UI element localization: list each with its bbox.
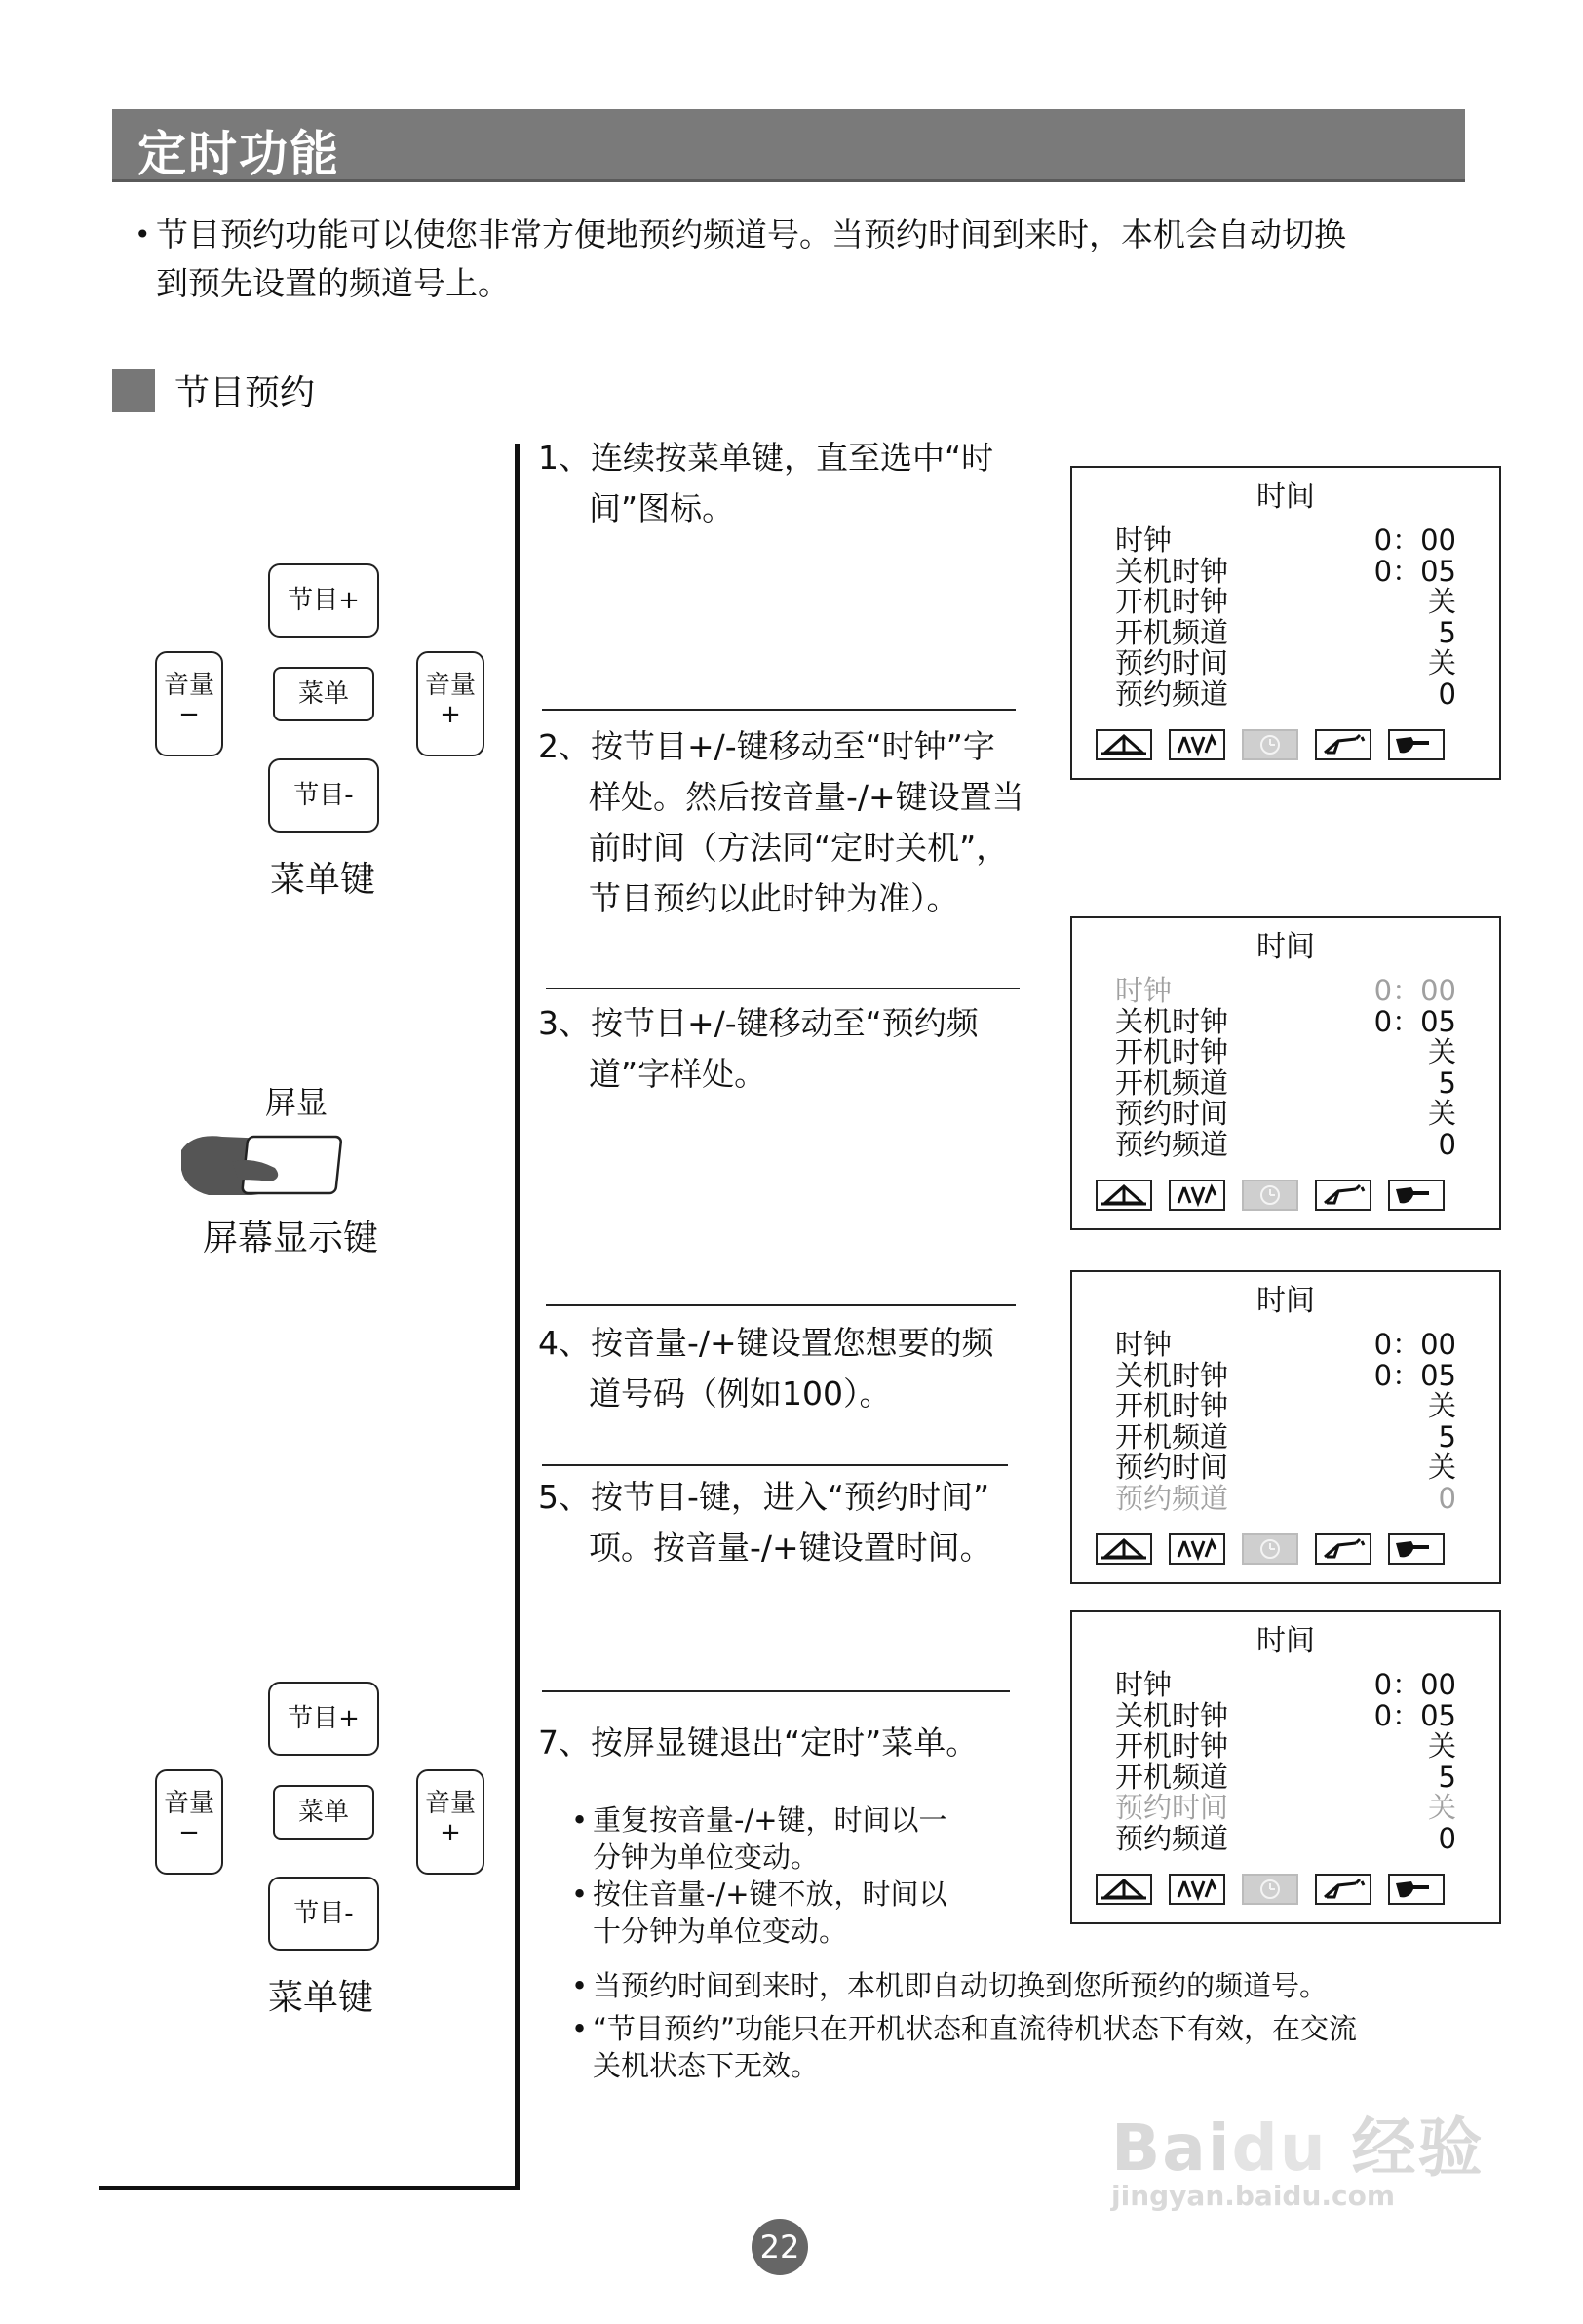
intro-paragraph [135, 211, 1501, 308]
intro-line-1: 节目预约功能可以使您非常方便地预约频道号。当预约时间到来时，本机会自动切换 [156, 215, 1346, 253]
osd-row-label: 开机时钟 [1115, 1729, 1229, 1762]
osd-row[interactable] [1115, 1329, 1456, 1360]
osd-row-label: 关机时钟 [1115, 1004, 1229, 1038]
lock-icon[interactable] [1388, 1180, 1445, 1211]
setup-icon[interactable] [1315, 1874, 1371, 1905]
clock-icon[interactable] [1242, 1874, 1298, 1905]
osd-row-label: 关机时钟 [1115, 554, 1229, 588]
osd-row-label: 开机时钟 [1115, 1035, 1229, 1068]
osd-row-label: 开机频道 [1115, 615, 1229, 649]
program-down-key[interactable]: 节目- [268, 758, 379, 833]
osd-row[interactable] [1115, 1006, 1456, 1037]
osd-row-value: 关 [1427, 1729, 1456, 1762]
osd-row[interactable] [1115, 1700, 1456, 1731]
osd-row[interactable] [1115, 1823, 1456, 1854]
pointing-hand-icon [174, 1121, 349, 1209]
osd-row-value: 0：00 [1373, 1328, 1456, 1361]
osd-row[interactable] [1115, 1129, 1456, 1160]
volume-minus-key[interactable] [155, 651, 223, 756]
menu-key-caption: 菜单键 [268, 1978, 374, 2018]
osd-row[interactable] [1115, 1483, 1456, 1514]
osd-row-label: 关机时钟 [1115, 1358, 1229, 1392]
osd-row-value: 0 [1438, 1127, 1456, 1161]
menu-key-caption: 菜单键 [270, 860, 376, 900]
osd-row[interactable] [1115, 1762, 1456, 1793]
section-marker [112, 369, 155, 412]
osd-row-label: 时钟 [1115, 523, 1173, 557]
osd-row[interactable] [1115, 1669, 1456, 1700]
osd-row[interactable] [1115, 1390, 1456, 1421]
osd-row[interactable] [1115, 975, 1456, 1006]
osd-row-value: 0：00 [1373, 523, 1456, 557]
plus-sign: + [440, 1818, 461, 1847]
osd-title: 时间 [1256, 480, 1315, 514]
osd-row-value: 关 [1427, 646, 1456, 679]
volume-plus-label: 音量 [424, 671, 476, 700]
osd-row-value: 0 [1438, 1481, 1456, 1515]
lock-icon[interactable] [1388, 1874, 1445, 1905]
remote-pad-top [151, 563, 492, 914]
osd-panel-2 [1070, 916, 1501, 1230]
osd-row-label: 开机频道 [1115, 1419, 1229, 1453]
lock-icon[interactable] [1388, 729, 1445, 760]
osd-panel-4 [1070, 1610, 1501, 1924]
step-1-line-2: 间”图标。 [589, 489, 735, 527]
osd-row-value: 5 [1438, 1419, 1456, 1453]
osd-row-value: 关 [1427, 1097, 1456, 1130]
volume-minus-key[interactable] [155, 1769, 223, 1875]
bullet: • [571, 1803, 589, 1837]
osd-row-label: 时钟 [1115, 1328, 1173, 1361]
osd-row-value: 0 [1438, 1821, 1456, 1855]
picture-icon[interactable] [1096, 1180, 1152, 1211]
title-bar [112, 109, 1465, 182]
step-7-line: 7、按屏显键退出“定时”菜单。 [538, 1724, 979, 1762]
osd-row[interactable] [1115, 1098, 1456, 1129]
osd-title: 时间 [1256, 1624, 1315, 1658]
note-1 [571, 1801, 947, 1876]
minus-sign: − [178, 1818, 200, 1847]
picture-icon[interactable] [1096, 729, 1152, 760]
display-key-group [174, 1078, 427, 1273]
program-down-key[interactable]: 节目- [268, 1877, 379, 1951]
osd-row-label: 开机时钟 [1115, 585, 1229, 618]
osd-row-label: 预约时间 [1115, 646, 1229, 679]
osd-row-label: 预约时间 [1115, 1451, 1229, 1484]
osd-row-value: 关 [1427, 1035, 1456, 1068]
intro-line-2: 到预先设置的频道号上。 [156, 264, 510, 302]
osd-row-value: 0 [1438, 677, 1456, 711]
step-2-line-3: 前时间（方法同“定时关机”， [589, 829, 1009, 867]
osd-title: 时间 [1256, 930, 1315, 964]
sound-icon[interactable] [1169, 729, 1225, 760]
step-7 [538, 1718, 978, 1768]
note-4 [571, 2010, 1358, 2084]
step-2 [538, 721, 1024, 924]
osd-row-value: 0：05 [1373, 1358, 1456, 1392]
bullet: • [135, 218, 151, 251]
bullet: • [571, 1878, 589, 1911]
osd-row-label: 时钟 [1115, 974, 1173, 1007]
note-2 [571, 1876, 947, 1950]
sound-icon[interactable] [1169, 1180, 1225, 1211]
step-1-line-1: 1、连续按菜单键，直至选中“时 [538, 439, 994, 477]
picture-icon[interactable] [1096, 1533, 1152, 1565]
step-3-line-1: 3、按节目+/-键移动至“预约频 [538, 1004, 979, 1042]
osd-title: 时间 [1256, 1284, 1315, 1318]
osd-row[interactable] [1115, 1792, 1456, 1823]
step-4-line-1: 4、按音量-/+键设置您想要的频 [538, 1324, 994, 1362]
osd-row-value: 关 [1427, 1791, 1456, 1824]
osd-row-value: 5 [1438, 615, 1456, 649]
step-3 [538, 998, 979, 1100]
step-5-line-1: 5、按节目-键，进入“预约时间” [538, 1478, 990, 1516]
osd-row-label: 开机时钟 [1115, 1389, 1229, 1422]
bullet: • [571, 2012, 589, 2045]
note-1-line-2: 分钟为单位变动。 [593, 1840, 820, 1874]
osd-row-value: 0：00 [1373, 1668, 1456, 1701]
note-4-line-2: 关机状态下无效。 [593, 2049, 820, 2082]
step-2-line-1: 2、按节目+/-键移动至“时钟”字 [538, 727, 995, 765]
note-1-line-1: 重复按音量-/+键，时间以一 [593, 1803, 947, 1837]
step-separator [542, 1690, 1010, 1692]
osd-row[interactable] [1115, 1067, 1456, 1099]
column-divider [515, 444, 520, 2188]
watermark-url: jingyan.baidu.com [1111, 2180, 1396, 2212]
note-2-line-2: 十分钟为单位变动。 [593, 1915, 848, 1948]
step-1 [538, 433, 993, 534]
volume-minus-label: 音量 [163, 671, 214, 700]
osd-row-label: 预约频道 [1115, 1821, 1229, 1855]
menu-key[interactable]: 菜单 [273, 1785, 374, 1840]
osd-row-label: 预约时间 [1115, 1791, 1229, 1824]
bullet: • [571, 1969, 589, 2002]
volume-minus-label: 音量 [163, 1789, 214, 1818]
note-3-line: 当预约时间到来时，本机即自动切换到您所预约的频道号。 [593, 1969, 1329, 2002]
picture-icon[interactable] [1096, 1874, 1152, 1905]
remote-pad-bottom [151, 1682, 492, 2033]
osd-row[interactable] [1115, 678, 1456, 710]
setup-icon[interactable] [1315, 729, 1371, 760]
osd-row-label: 预约频道 [1115, 1127, 1229, 1161]
step-3-line-2: 道”字样处。 [589, 1055, 767, 1093]
osd-row-value: 关 [1427, 1451, 1456, 1484]
bottom-rule [99, 2186, 520, 2190]
display-key-label: 屏显 [265, 1084, 328, 1121]
volume-plus-label: 音量 [424, 1789, 476, 1818]
osd-row-value: 0：05 [1373, 1698, 1456, 1732]
osd-row-label: 时钟 [1115, 1668, 1173, 1701]
step-separator [546, 1304, 1016, 1306]
step-separator [542, 709, 1016, 711]
osd-row[interactable] [1115, 556, 1456, 587]
minus-sign: − [178, 700, 200, 729]
clock-icon[interactable] [1242, 1533, 1298, 1565]
lock-icon[interactable] [1388, 1533, 1445, 1565]
osd-row-value: 5 [1438, 1065, 1456, 1100]
osd-row[interactable] [1115, 1421, 1456, 1452]
volume-plus-key[interactable] [416, 651, 484, 756]
osd-row-value: 5 [1438, 1760, 1456, 1794]
osd-row-value: 关 [1427, 585, 1456, 618]
step-2-line-4: 节目预约以此时钟为准）。 [589, 879, 959, 917]
osd-row[interactable] [1115, 647, 1456, 678]
osd-row-label: 开机频道 [1115, 1065, 1229, 1100]
osd-row-label: 预约时间 [1115, 1097, 1229, 1130]
osd-row-value: 0：00 [1373, 974, 1456, 1007]
osd-row-label: 开机频道 [1115, 1760, 1229, 1794]
volume-plus-key[interactable] [416, 1769, 484, 1875]
clock-icon[interactable] [1242, 1180, 1298, 1211]
setup-icon[interactable] [1315, 1533, 1371, 1565]
step-separator [542, 1464, 1008, 1466]
osd-row-value: 0：05 [1373, 1004, 1456, 1038]
osd-row-label: 预约频道 [1115, 1481, 1229, 1515]
page-title: 定时功能 [137, 126, 340, 182]
menu-key[interactable]: 菜单 [273, 667, 374, 721]
osd-panel-3 [1070, 1270, 1501, 1584]
plus-sign: + [440, 700, 461, 729]
osd-row[interactable] [1115, 617, 1456, 648]
watermark-logo: Baidu 经验 [1111, 2111, 1485, 2186]
osd-row[interactable] [1115, 1360, 1456, 1391]
osd-row[interactable] [1115, 586, 1456, 617]
program-up-key[interactable]: 节目+ [268, 1682, 379, 1756]
note-4-line-1: “节目预约”功能只在开机状态和直流待机状态下有效，在交流 [593, 2012, 1358, 2045]
setup-icon[interactable] [1315, 1180, 1371, 1211]
section-title: 节目预约 [174, 373, 316, 413]
osd-row[interactable] [1115, 1730, 1456, 1762]
osd-row-label: 关机时钟 [1115, 1698, 1229, 1732]
program-up-key[interactable]: 节目+ [268, 563, 379, 638]
osd-row-label: 预约频道 [1115, 677, 1229, 711]
clock-icon[interactable] [1242, 729, 1298, 760]
osd-row[interactable] [1115, 1452, 1456, 1483]
osd-row-value: 0：05 [1373, 554, 1456, 588]
sound-icon[interactable] [1169, 1874, 1225, 1905]
osd-row[interactable] [1115, 524, 1456, 556]
note-2-line-1: 按住音量-/+键不放，时间以 [593, 1878, 947, 1911]
step-4-line-2: 道号码（例如100）。 [589, 1375, 892, 1413]
step-5-line-2: 项。按音量-/+键设置时间。 [589, 1529, 992, 1567]
note-3 [571, 1967, 1329, 2004]
sound-icon[interactable] [1169, 1533, 1225, 1565]
step-2-line-2: 样处。然后按音量-/+键设置当 [589, 778, 1024, 816]
step-separator [546, 988, 1020, 989]
display-key-caption: 屏幕显示键 [203, 1219, 379, 1259]
step-5 [538, 1472, 992, 1573]
step-4 [538, 1318, 994, 1419]
osd-row-value: 关 [1427, 1389, 1456, 1422]
osd-row[interactable] [1115, 1036, 1456, 1067]
osd-panel-1 [1070, 466, 1501, 780]
page-number: 22 [752, 2219, 808, 2275]
